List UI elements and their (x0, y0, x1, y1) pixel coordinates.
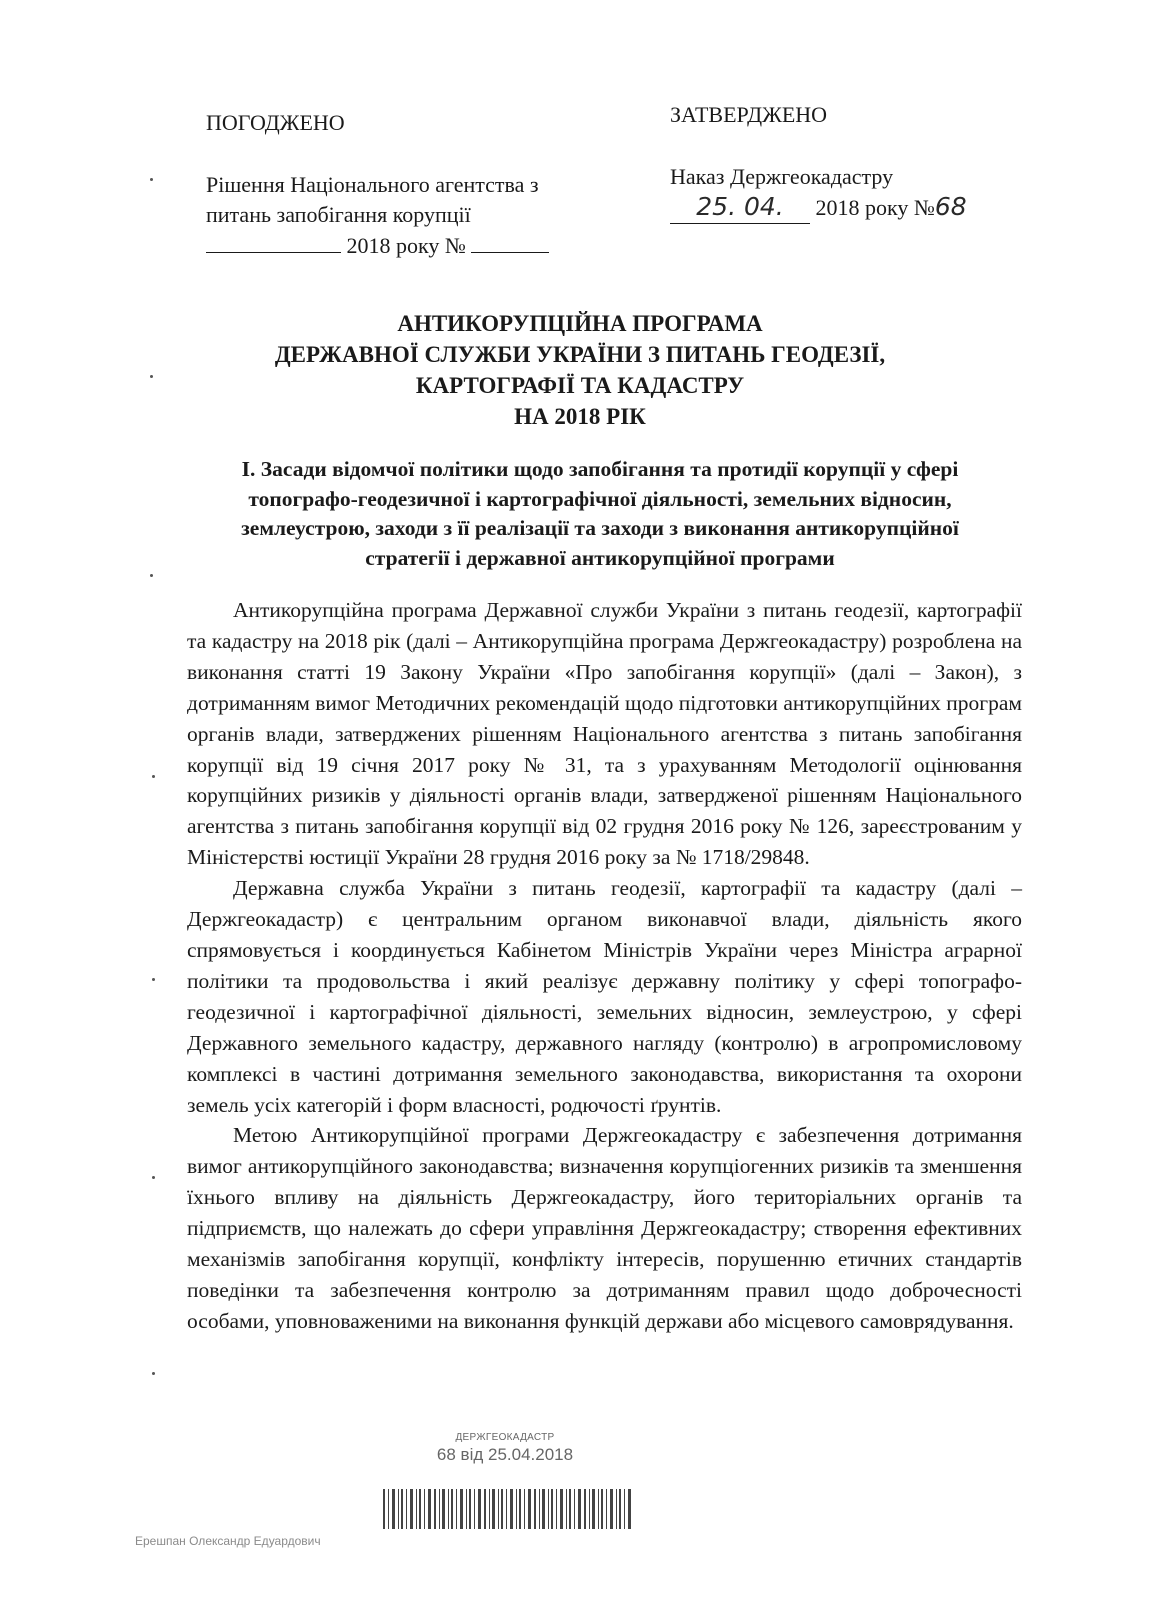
approved-date-line (670, 192, 1110, 224)
section-line-1: І. Засади відомчої політики щодо запобігання та протидії корупції у сфері (241, 457, 959, 481)
section-line-3: землеустрою, заходи з її реалізації та заходи з виконання антикорупційної (241, 516, 959, 540)
section-line-2: топографо-геодезичної і картографічної діяльності, земельних відносин, (248, 486, 952, 511)
agreed-year-text: 2018 року № (346, 233, 466, 258)
agreed-line-2: питань запобігання корупції (206, 202, 471, 227)
margin-mark (150, 375, 153, 378)
margin-mark (152, 978, 155, 981)
document-body (187, 595, 1022, 1337)
document-title (180, 308, 980, 432)
agreed-date-line (206, 230, 626, 261)
title-line-2: ДЕРЖАВНОЇ СЛУЖБИ УКРАЇНИ З ПИТАНЬ ГЕОДЕЗІЇ, (274, 342, 886, 367)
agreed-line-1: Рішення Національного агентства з (206, 172, 539, 197)
blank-number (471, 230, 549, 253)
approved-line-1: Наказ Держгеокадастру (670, 164, 894, 189)
approval-approved-block (670, 100, 1110, 224)
section-heading (175, 455, 1025, 573)
approved-heading: ЗАТВЕРДЖЕНО (670, 102, 828, 127)
margin-mark (150, 574, 153, 577)
handwritten-date-field (670, 192, 810, 224)
registration-stamp (395, 1432, 615, 1465)
approved-year-text: 2018 року № (815, 195, 935, 220)
margin-mark (152, 1176, 155, 1179)
body-paragraph: Державна служба України з питань геодезії, картографії та кадастру (далі – Держгеокадастр) є центральним органом виконавчої влади, діяльність якого спрямовується і координується Кабінетом Міністрів України через Міністра аграрної політики та продовольства і який реалізує державну політику у сфері топографо-геодезичної і картографічної діяльності, земельних відносин, землеустрою, у сфері Державного земельного кадастру, державного нагляду (контролю) в агропромисловому комплексі в частині дотримання земельного законодавства, використання та охорони земель усіх категорій і форм власності, родючості ґрунтів. (187, 876, 1022, 1117)
stamp-registration: 68 від 25.04.2018 (436, 1445, 574, 1464)
section-line-4: стратегії і державної антикорупційної програми (365, 545, 835, 570)
handwritten-date: 25. 04. (696, 192, 784, 221)
barcode (383, 1485, 633, 1533)
margin-mark (152, 775, 155, 778)
title-line-4: НА 2018 РІК (514, 404, 646, 429)
title-line-3: КАРТОГРАФІЇ ТА КАДАСТРУ (415, 373, 745, 398)
blank-date (206, 230, 341, 253)
title-line-1: АНТИКОРУПЦІЙНА ПРОГРАМА (397, 311, 763, 336)
body-paragraph: Антикорупційна програма Державної служби України з питань геодезії, картографії та кадастру на 2018 рік (далі – Антикорупційна програма Держгеокадастру) розроблена на виконання статті 19 Закону України «Про запобігання корупції» (далі – Закон), з дотриманням вимог Методичних рекомендацій щодо підготовки антикорупційних програм органів влади, затверджених рішенням Національного агентства з питань запобігання корупції від 19 січня 2017 року № 31, та з урахуванням Методології оцінювання корупційних ризиків у діяльності органів влади, затвердженої рішенням Національного агентства з питань запобігання корупції від 02 грудня 2016 року № 126, зареєстрованим у Міністерстві юстиції України 28 грудня 2016 року за № 1718/29848. (187, 598, 1022, 870)
handwritten-number: 68 (934, 192, 967, 221)
margin-mark (150, 178, 153, 181)
signer-name: Ерешпан Олександр Едуардович (135, 1534, 321, 1548)
stamp-organization: ДЕРЖГЕОКАДАСТР (455, 1432, 555, 1443)
body-paragraph: Метою Антикорупційної програми Держгеокадастру є забезпечення дотримання вимог антикорупційного законодавства; визначення корупціогенних ризиків та зменшення їхнього впливу на діяльність Держгеокадастру, його територіальних органів та підприємств, що належать до сфери управління Держгеокадастру; створення ефективних механізмів запобігання корупції, конфлікту інтересів, порушенню етичних стандартів поведінки та забезпечення контролю за дотриманням правил щодо доброчесності особами, уповноваженими на виконання функцій держави або місцевого самоврядування. (187, 1123, 1022, 1333)
agreed-heading: ПОГОДЖЕНО (206, 110, 345, 135)
approval-agreed-block (206, 108, 626, 261)
margin-mark (152, 1372, 155, 1375)
